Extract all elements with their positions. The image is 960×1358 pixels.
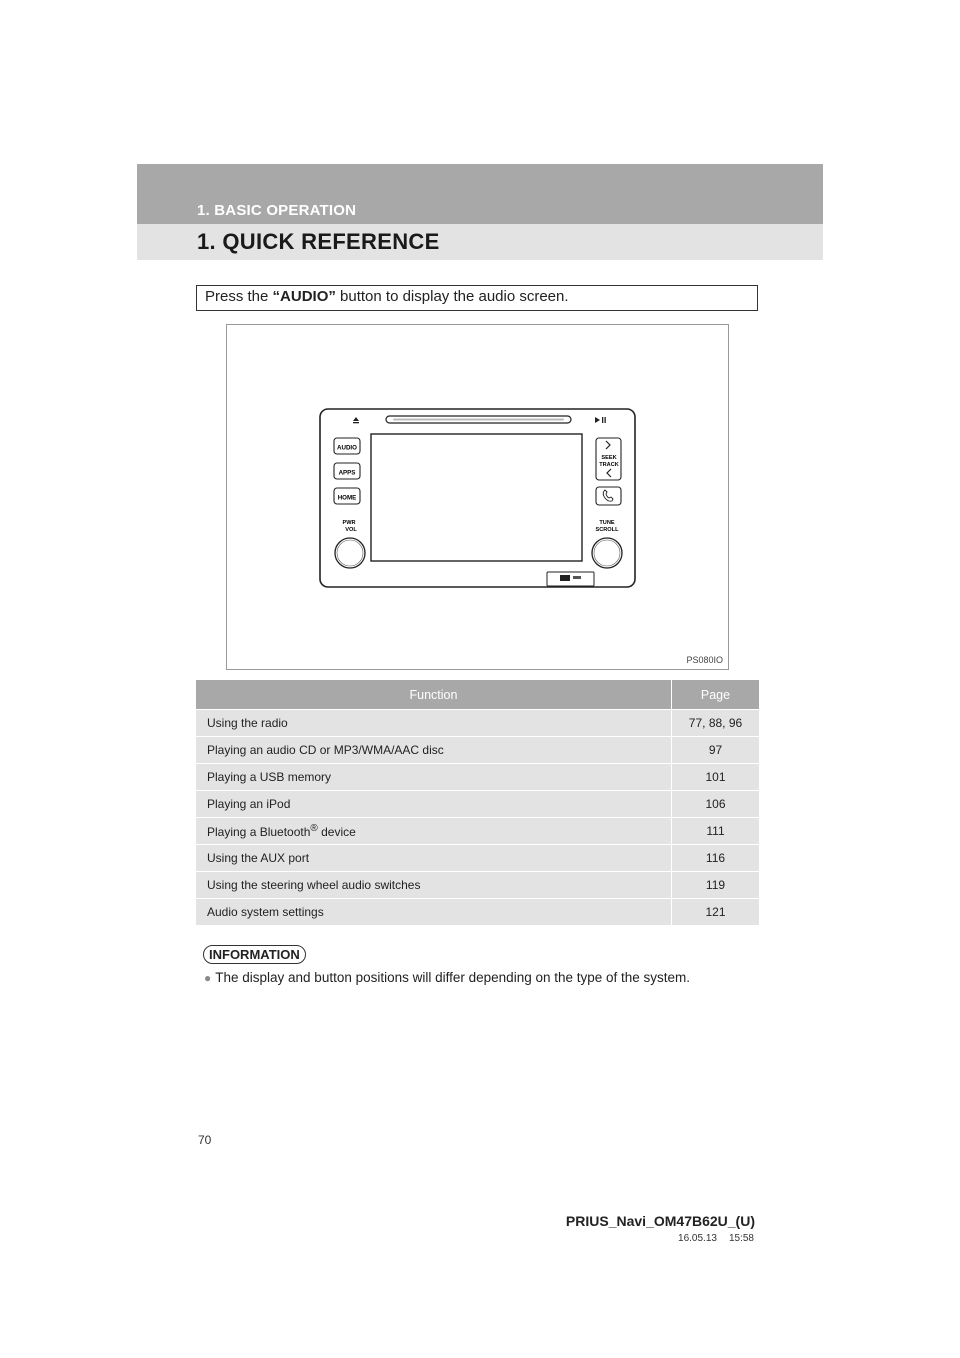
bullet-dot-icon: ● <box>204 971 212 985</box>
table-row <box>196 899 759 926</box>
head-unit-illustration <box>227 325 730 671</box>
information-item <box>204 970 690 985</box>
usb-aux-port-cover <box>547 572 594 586</box>
table-row <box>196 872 759 899</box>
home-button-label: HOME <box>337 494 357 502</box>
figure-code: PS080IO <box>686 655 723 665</box>
table-row <box>196 764 759 791</box>
table-header-row <box>196 680 759 710</box>
document-id: PRIUS_Navi_OM47B62U_(U) <box>565 1213 755 1229</box>
function-cell: Playing an audio CD or MP3/WMA/AAC disc <box>196 737 672 764</box>
page-column-header: Page <box>672 680 760 710</box>
pwr-label: PWR <box>342 520 356 526</box>
instruction-box <box>196 285 758 311</box>
track-label: TRACK <box>599 462 619 468</box>
page-cell: 119 <box>672 872 760 899</box>
function-cell: Audio system settings <box>196 899 672 926</box>
document-stamp <box>666 1233 754 1244</box>
instruction-button-name: “AUDIO” <box>272 288 336 305</box>
page-cell: 77, 88, 96 <box>672 710 760 737</box>
apps-button-label: APPS <box>338 469 356 477</box>
table-row <box>196 791 759 818</box>
information-badge: INFORMATION <box>203 945 306 964</box>
function-cell <box>196 818 672 845</box>
tune-scroll-knob <box>592 538 622 568</box>
information-text: The display and button positions will differ depending on the type of the system. <box>215 970 691 985</box>
vol-label: VOL <box>345 527 357 533</box>
head-unit-figure <box>226 324 729 670</box>
function-cell: Playing a USB memory <box>196 764 672 791</box>
page-cell: 116 <box>672 845 760 872</box>
registered-mark: ® <box>310 823 318 834</box>
seek-label: SEEK <box>601 455 617 461</box>
header-band <box>137 164 823 260</box>
instruction-suffix: button to display the audio screen. <box>335 288 569 305</box>
function-page-table <box>196 680 759 925</box>
page-cell: 121 <box>672 899 760 926</box>
page-cell: 97 <box>672 737 760 764</box>
audio-button-label: AUDIO <box>337 444 357 452</box>
function-cell: Using the AUX port <box>196 845 672 872</box>
function-cell-suffix: device <box>317 825 356 839</box>
page-cell: 106 <box>672 791 760 818</box>
page-title: 1. QUICK REFERENCE <box>197 229 440 254</box>
table-row <box>196 710 759 737</box>
function-cell-text: Playing a Bluetooth <box>207 825 311 839</box>
function-cell: Using the radio <box>196 710 672 737</box>
table-row <box>196 845 759 872</box>
instruction-prefix: Press the <box>205 288 273 305</box>
table-row <box>196 818 759 845</box>
document-time: 15:58 <box>728 1233 754 1244</box>
cd-slot-inner <box>393 419 564 421</box>
display-screen <box>371 434 582 561</box>
phone-button-shape <box>596 487 621 505</box>
document-date: 16.05.13 <box>678 1233 717 1244</box>
tune-label: TUNE <box>599 520 615 526</box>
table-row <box>196 737 759 764</box>
usb-logo-icon <box>560 575 570 581</box>
function-cell: Using the steering wheel audio switches <box>196 872 672 899</box>
page-number: 70 <box>198 1133 212 1147</box>
scroll-label: SCROLL <box>595 527 619 533</box>
function-cell: Playing an iPod <box>196 791 672 818</box>
pwr-vol-knob <box>335 538 365 568</box>
page-cell: 101 <box>672 764 760 791</box>
page-cell: 111 <box>672 818 760 845</box>
aux-logo-icon <box>573 576 581 579</box>
section-label: 1. BASIC OPERATION <box>197 202 357 219</box>
function-column-header: Function <box>196 680 672 710</box>
